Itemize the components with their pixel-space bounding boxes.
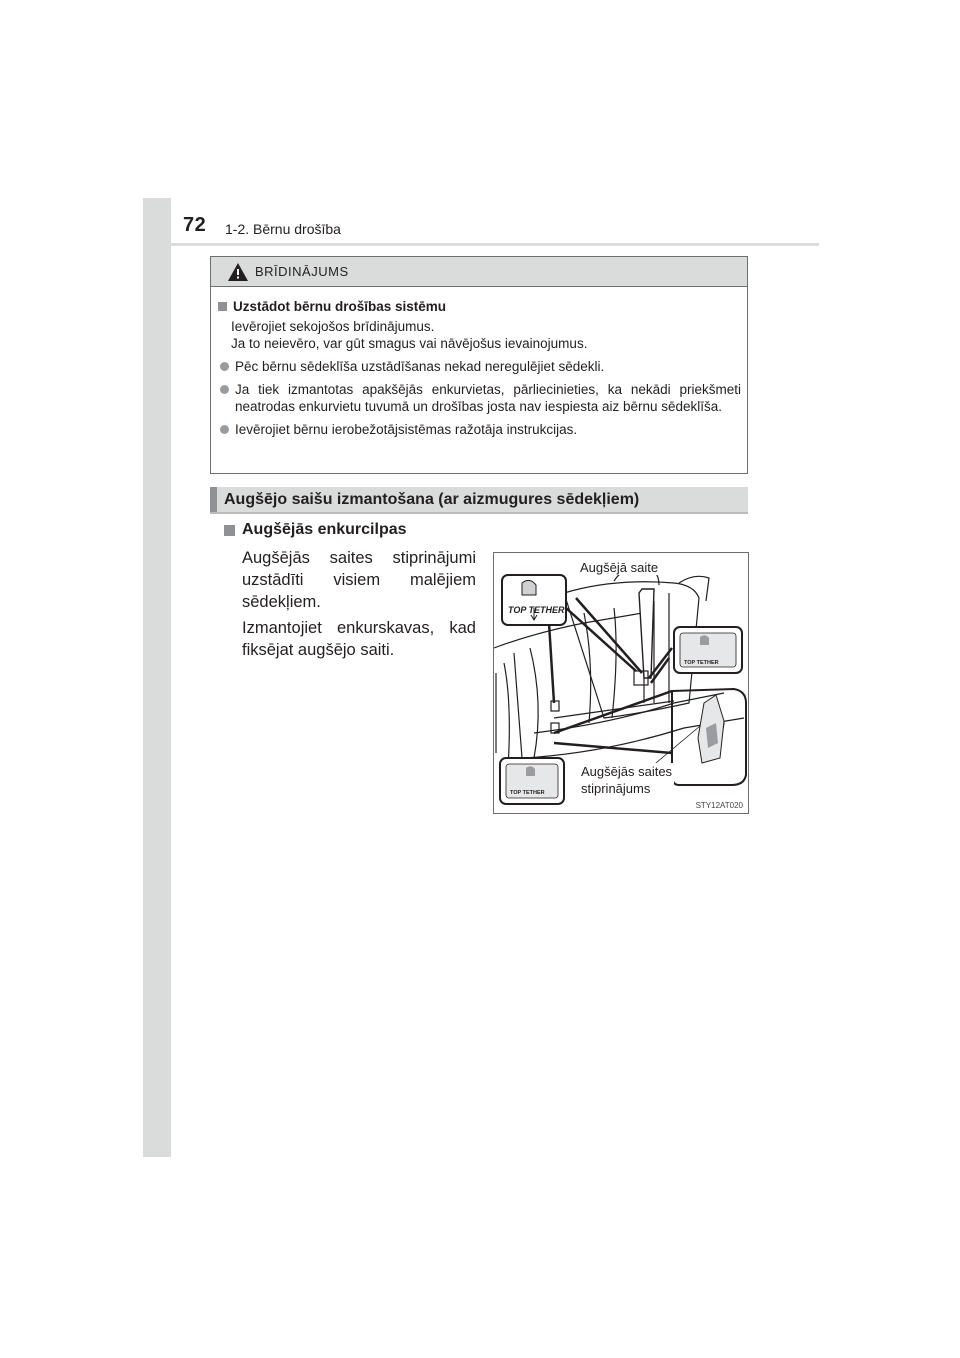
anchor-subhead xyxy=(224,521,407,539)
section-heading: Augšējo saišu izmantošana (ar aizmugures sēdekļiem) xyxy=(224,490,640,508)
figure-id: STY12AT020 xyxy=(695,801,743,810)
warning-bullet xyxy=(218,358,741,375)
warning-subhead-text: Uzstādot bērnu drošības sistēmu xyxy=(233,299,447,314)
body-paragraph: Izmantojiet enkurskavas, kad fiksējat augšējo saiti. xyxy=(242,619,476,659)
warning-bullet-text: Pēc bērnu sēdeklīša uzstādīšanas nekad neregulējiet sēdekli. xyxy=(235,359,605,374)
anchor-closeup-badge xyxy=(672,689,746,785)
page-number: 72 xyxy=(183,214,207,236)
warning-subhead xyxy=(218,298,741,315)
warning-bullet-text: Ja tiek izmantotas apakšējās enkurvietas, pārliecinieties, ka nekādi priekšmeti neatrodas enkurvietu tuvumā un drošības josta nav iespiesta aiz bērnu sēdeklīša. xyxy=(235,382,741,414)
warning-intro xyxy=(231,318,741,352)
square-bullet-icon xyxy=(224,525,235,536)
warning-bullet-text: Ievērojiet bērnu ierobežotājsistēmas ražotāja instrukcijas. xyxy=(235,422,578,437)
anchor-subhead-text: Augšējās enkurcilpas xyxy=(242,521,407,538)
warning-bullet xyxy=(218,421,741,438)
badge-text: TOP TETHER xyxy=(508,605,565,615)
header-rule xyxy=(171,243,819,246)
warning-intro-line: Ievērojiet sekojošos brīdinājumus. xyxy=(231,319,435,334)
bullet-dot-icon xyxy=(220,425,229,434)
label-line: Augšējās saites xyxy=(581,764,673,779)
warning-header xyxy=(211,257,747,287)
warning-title: BRĪDINĀJUMS xyxy=(255,264,349,279)
section-heading-bar xyxy=(210,487,748,514)
warning-bullet xyxy=(218,381,741,415)
warning-body xyxy=(211,287,747,438)
label-top-tether: Augšējā saite xyxy=(580,560,659,575)
top-tether-badge xyxy=(502,575,566,625)
warning-triangle-icon xyxy=(227,262,249,282)
heading-accent xyxy=(210,487,217,512)
square-bullet-icon xyxy=(218,302,227,311)
label-tether-anchor xyxy=(579,763,674,797)
bullet-dot-icon xyxy=(220,362,229,371)
top-tether-badge xyxy=(500,758,564,804)
label-line: stiprinājums xyxy=(581,781,651,796)
side-tab-band xyxy=(143,198,171,1157)
body-paragraph: Augšējās saites stiprinājumi uzstādīti visiem malējiem sēdekļiem. xyxy=(242,549,476,611)
badge-text: TOP TETHER xyxy=(684,660,719,666)
bullet-dot-icon xyxy=(220,385,229,394)
warning-box xyxy=(210,256,748,474)
top-tether-badge xyxy=(674,627,742,673)
tether-illustration xyxy=(493,552,749,814)
section-title: 1-2. Bērnu drošība xyxy=(225,221,341,237)
warning-intro-line: Ja to neievēro, var gūt smagus vai nāvējošus ievainojumus. xyxy=(231,336,588,351)
badge-text: TOP TETHER xyxy=(510,790,545,796)
